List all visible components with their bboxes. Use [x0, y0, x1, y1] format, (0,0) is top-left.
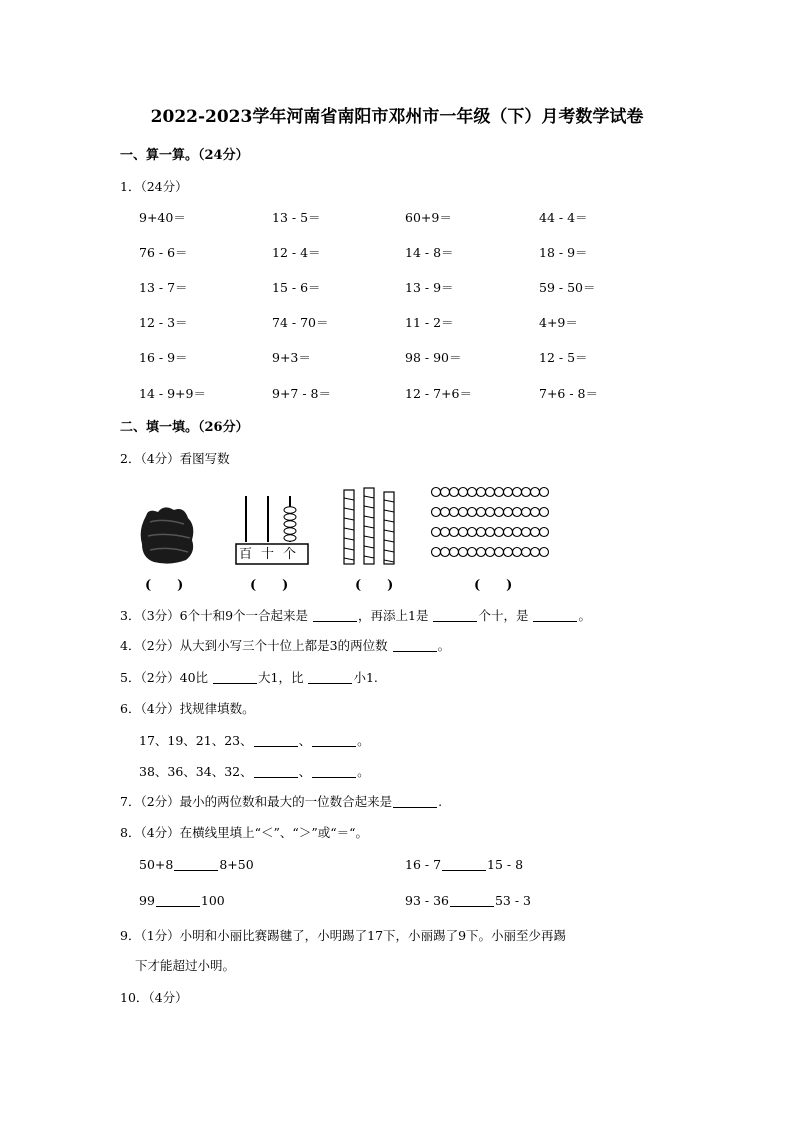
q1-item: 9+3＝ — [272, 350, 311, 365]
answer-blank[interactable] — [533, 609, 577, 622]
q1-item: 14 - 9+9＝ — [139, 386, 206, 401]
separator: 、 — [298, 764, 312, 779]
sequence-text: 38、36、34、32、 — [139, 764, 253, 779]
question-3 — [120, 608, 591, 624]
answer-blank[interactable] — [393, 639, 437, 652]
figure-answer-blank[interactable]: ( ) — [355, 578, 394, 593]
q1-item: 44 - 4＝ — [539, 210, 588, 225]
section-1-heading: 一、算一算。（24分） — [120, 148, 249, 163]
q7-text: . — [438, 794, 443, 809]
q1-item: 76 - 6＝ — [139, 245, 188, 260]
answer-blank[interactable] — [308, 671, 352, 684]
q1-item: 9+7 - 8＝ — [272, 386, 332, 401]
q4-text: 4．（2分）从大到小写三个十位上都是3的两位数 — [120, 638, 388, 653]
q1-item: 13 - 7＝ — [139, 280, 188, 295]
q3-text: 个十，是 — [478, 608, 529, 623]
compare-right: 100 — [200, 893, 225, 908]
compare-left: 93 - 36 — [405, 893, 449, 908]
end-mark: 。 — [357, 764, 370, 779]
section-2-heading: 二、填一填。（26分） — [120, 420, 249, 435]
q1-item: 74 - 70＝ — [272, 315, 329, 330]
compare-item — [139, 893, 225, 909]
abacus-label-tens: 十 — [261, 547, 275, 562]
figure-answer-blank[interactable]: ( ) — [250, 578, 289, 593]
question-7 — [120, 794, 442, 810]
q1-item: 12 - 5＝ — [539, 350, 588, 365]
compare-left: 16 - 7 — [405, 857, 442, 872]
q1-item: 18 - 9＝ — [539, 245, 588, 260]
compare-item — [405, 893, 531, 909]
q9-line-2: 下才能超过小明。 — [135, 958, 236, 973]
compare-left: 50+8 — [139, 857, 174, 872]
q5-text: 小1. — [353, 670, 378, 685]
answer-blank[interactable] — [442, 858, 486, 871]
stick-bundle-image — [130, 478, 202, 568]
end-mark: 。 — [357, 733, 370, 748]
q4-text: 。 — [437, 638, 451, 653]
q6-sequence-2 — [139, 764, 370, 780]
q5-text: 大1，比 — [258, 670, 304, 685]
q1-item: 9+40＝ — [139, 210, 186, 225]
q1-item: 4+9＝ — [539, 315, 578, 330]
q7-text: 7．（2分）最小的两位数和最大的一位数合起来是 — [120, 794, 393, 809]
q1-item: 59 - 50＝ — [539, 280, 596, 295]
q1-item: 60+9＝ — [405, 210, 452, 225]
answer-blank[interactable] — [312, 734, 356, 747]
q1-item: 16 - 9＝ — [139, 350, 188, 365]
q1-item: 13 - 5＝ — [272, 210, 321, 225]
compare-left: 99 — [139, 893, 155, 908]
q3-text: 。 — [578, 608, 591, 623]
compare-right: 15 - 8 — [487, 857, 524, 872]
q1-item: 7+6 - 8＝ — [539, 386, 599, 401]
q8-label: 8．（4分）在横线里填上“＜”、“＞”或“＝“。 — [120, 825, 368, 840]
q1-label: 1．（24分） — [120, 179, 188, 194]
q1-item: 12 - 7+6＝ — [405, 386, 472, 401]
abacus-label-ones: 个 — [283, 547, 297, 562]
figure-answer-blank[interactable]: ( ) — [145, 578, 184, 593]
sequence-text: 17、19、21、23、 — [139, 733, 253, 748]
compare-item — [139, 857, 254, 873]
answer-blank[interactable] — [433, 609, 477, 622]
compare-right: 53 - 3 — [494, 893, 532, 908]
q1-item: 12 - 4＝ — [272, 245, 321, 260]
answer-blank[interactable] — [213, 671, 257, 684]
question-4 — [120, 638, 450, 654]
q3-text: ，再添上1是 — [358, 608, 429, 623]
answer-blank[interactable] — [450, 894, 494, 907]
q1-item: 11 - 2＝ — [405, 315, 454, 330]
compare-item — [405, 857, 523, 873]
q6-sequence-1 — [139, 733, 370, 749]
answer-blank[interactable] — [254, 765, 298, 778]
page-title: 2022-2023学年河南省南阳市邓州市一年级（下）月考数学试卷 — [150, 107, 644, 127]
compare-right: 8+50 — [219, 857, 254, 872]
question-5 — [120, 670, 378, 686]
q1-item: 15 - 6＝ — [272, 280, 321, 295]
q1-item: 98 - 90＝ — [405, 350, 462, 365]
answer-blank[interactable] — [393, 795, 437, 808]
answer-blank[interactable] — [312, 765, 356, 778]
circle-chains-image — [426, 478, 562, 568]
abacus-label-hundreds: 百 — [239, 547, 253, 562]
answer-blank[interactable] — [313, 609, 357, 622]
figure-answer-blank[interactable]: ( ) — [474, 578, 513, 593]
q1-item: 13 - 9＝ — [405, 280, 454, 295]
q6-label: 6．（4分）找规律填数。 — [120, 701, 255, 716]
answer-blank[interactable] — [254, 734, 298, 747]
answer-blank[interactable] — [156, 894, 200, 907]
q5-text: 5．（2分）40比 — [120, 670, 209, 685]
q3-text: 3．（3分）6个十和9个一合起来是 — [120, 608, 309, 623]
q1-item: 12 - 3＝ — [139, 315, 188, 330]
q10-label: 10．（4分） — [120, 990, 188, 1005]
q1-item: 14 - 8＝ — [405, 245, 454, 260]
q2-label: 2．（4分）看图写数 — [120, 451, 230, 466]
answer-blank[interactable] — [174, 858, 218, 871]
separator: 、 — [298, 733, 312, 748]
q9-line-1: 9．（1分）小明和小丽比赛踢毽了，小明踢了17下，小丽踢了9下。小丽至少再踢 — [120, 928, 567, 943]
ten-stick-bundles-image — [338, 478, 408, 568]
